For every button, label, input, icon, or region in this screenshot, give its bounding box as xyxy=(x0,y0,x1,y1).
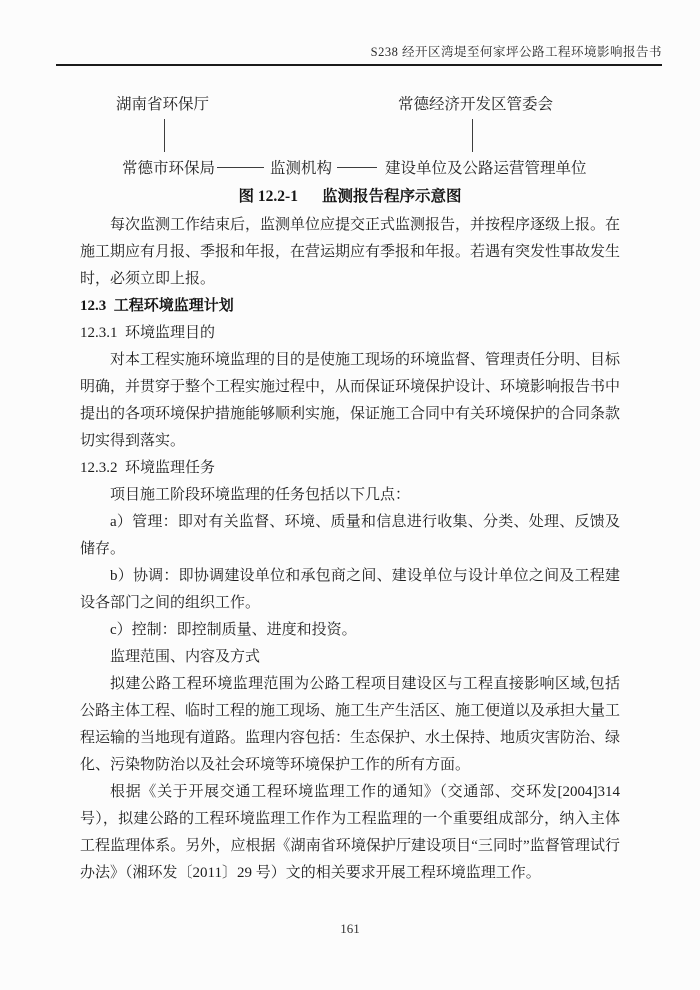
paragraph-tasks-intro: 项目施工阶段环境监理的任务包括以下几点： xyxy=(110,487,411,503)
paragraph-scope-title: 监理范围、内容及方式 xyxy=(110,649,261,665)
diagram-node-monitoring-agency: 监测机构 xyxy=(270,160,333,177)
paragraph-reporting-procedure: 每次监测工作结束后，监测单位应提交正式监测报告，并按程序逐级上报。在施工期应有月报、季报和年报，在营运期应有季报和年报。若遇有突发性事故发生时，必须立即上报。 xyxy=(80,217,621,287)
heading-12-3-1: 12.3.1 环境监理目的 xyxy=(80,325,216,341)
page-number: 161 xyxy=(340,921,360,936)
list-item-b-coordination: b）协调：即协调建设单位和承包商之间、建设单位与设计单位之间及工程建设各部门之间的组织工作。 xyxy=(80,568,620,611)
diagram-node-changde-edz-committee: 常德经济开发区管委会 xyxy=(398,96,554,113)
diagram-node-hunan-epd: 湖南省环保厅 xyxy=(116,96,210,113)
list-item-c-control: c）控制：即控制质量、进度和投资。 xyxy=(110,622,357,638)
diagram-node-changde-epb: 常德市环保局 xyxy=(122,160,216,177)
connector-horizontal-right xyxy=(337,167,377,168)
paragraph-supervision-purpose: 对本工程实施环境监理的目的是使施工现场的环境监督、管理责任分明、目标明确，并贯穿于整个工程实施过程中，从而保证环境保护设计、环境影响报告书中提出的各项环境保护措施能够顺利实施，保证施工合同中有关环境保护的合同条款切实得到落实。 xyxy=(80,352,621,449)
connector-vertical-right xyxy=(472,119,473,152)
body-text xyxy=(80,212,620,887)
figure-caption-title: 监测报告程序示意图 xyxy=(321,188,462,205)
connector-vertical-left xyxy=(164,119,165,152)
figure-caption xyxy=(0,184,700,206)
list-item-a-management: a）管理：即对有关监督、环境、质量和信息进行收集、分类、处理、反馈及储存。 xyxy=(80,514,620,557)
heading-12-3-2: 12.3.2 环境监理任务 xyxy=(80,460,216,476)
page-header-title: S238 经开区湾堤至何家坪公路工程环境影响报告书 xyxy=(56,42,662,66)
heading-12-3: 12.3 工程环境监理计划 xyxy=(80,298,234,314)
paragraph-regulatory-basis: 根据《关于开展交通工程环境监理工作的通知》（交通部、交环发[2004]314 号），拟建公路的工程环境监理工作作为工程监理的一个重要组成部分，纳入主体工程监理体系。另外，应根据《湖南省环境保护厅建设项目“三同时”监督管理试行办法》（湘环发〔2011〕29 号）文的相关要求开展工程环境监理工作。 xyxy=(80,784,620,881)
paragraph-supervision-scope: 拟建公路工程环境监理范围为公路工程项目建设区与工程直接影响区域,包括公路主体工程、临时工程的施工现场、施工生产生活区、施工便道以及承担大量工程运输的当地现有道路。监理内容包括：生态保护、水土保持、地质灾害防治、绿化、污染物防治以及社会环境等环境保护工作的所有方面。 xyxy=(80,676,621,773)
connector-horizontal-left xyxy=(217,167,264,168)
diagram-node-construction-operation-unit: 建设单位及公路运营管理单位 xyxy=(385,160,587,177)
monitoring-report-flow-diagram xyxy=(80,90,620,182)
figure-caption-label: 图 12.2-1 xyxy=(238,188,298,205)
